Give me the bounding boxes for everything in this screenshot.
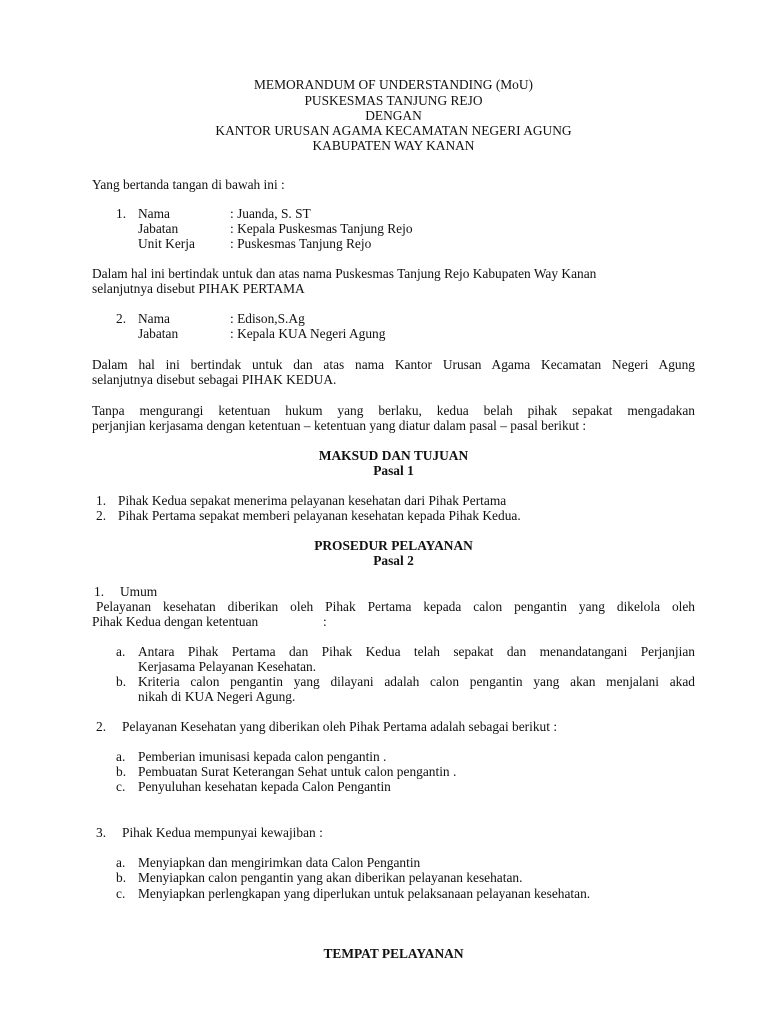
s2p1-b-line1: Kriteria calon pengantin yang dilayani adalah calon pengantin yang akan menjalani akad <box>138 674 695 689</box>
party1-label-position: Jabatan <box>138 221 179 236</box>
s2p2-b-text: Pembuatan Surat Keterangan Sehat untuk calon pengantin . <box>138 764 457 779</box>
s2p1-a-mark: a. <box>116 644 126 659</box>
party2-value-position: : Kepala KUA Negeri Agung <box>230 326 386 341</box>
party2-desc-line1: Dalam hal ini bertindak untuk dan atas nama Kantor Urusan Agama Kecamatan Negeri Agung <box>92 357 695 372</box>
party1-value-unit: : Puskesmas Tanjung Rejo <box>230 236 372 251</box>
agreement-line2: perjanjian kerjasama dengan ketentuan – ketentuan yang diatur dalam pasal – pasal berikut : <box>92 418 587 433</box>
section2-title: PROSEDUR PELAYANAN <box>314 538 473 553</box>
s2p1-line2: Pihak Kedua dengan ketentuan <box>92 614 259 629</box>
s2p2-b-mark: b. <box>116 764 127 779</box>
party1-value-name: : Juanda, S. ST <box>230 206 311 221</box>
party1-desc-line2: selanjutnya disebut PIHAK PERTAMA <box>92 281 305 296</box>
s2p1-line1: Pelayanan kesehatan diberikan oleh Pihak Pertama kepada calon pengantin yang dikelola oleh <box>96 599 695 614</box>
party2-label-name: Nama <box>138 311 170 326</box>
section2-pasal: Pasal 2 <box>373 553 414 568</box>
intro-text: Yang bertanda tangan di bawah ini : <box>92 177 285 192</box>
s2p1-a-line2: Kerjasama Pelayanan Kesehatan. <box>138 659 317 674</box>
party2-number: 2. <box>116 311 127 326</box>
s2p2-a-mark: a. <box>116 749 126 764</box>
section1-item1-text: Pihak Kedua sepakat menerima pelayanan kesehatan dari Pihak Pertama <box>118 493 507 508</box>
s2p2-c-text: Penyuluhan kesehatan kepada Calon Pengantin <box>138 779 391 794</box>
s2p1-b-line2: nikah di KUA Negeri Agung. <box>138 689 296 704</box>
party1-label-unit: Unit Kerja <box>138 236 195 251</box>
s2p2-text: Pelayanan Kesehatan yang diberikan oleh Pihak Pertama adalah sebagai berikut : <box>122 719 558 734</box>
s2p3-b-text: Menyiapkan calon pengantin yang akan diberikan pelayanan kesehatan. <box>138 870 523 885</box>
s2p3-text: Pihak Kedua mempunyai kewajiban : <box>122 825 323 840</box>
doc-party-second: KANTOR URUSAN AGAMA KECAMATAN NEGERI AGUNG <box>215 123 572 138</box>
doc-connector: DENGAN <box>365 108 422 123</box>
party1-value-position: : Kepala Puskesmas Tanjung Rejo <box>230 221 413 236</box>
s2p3-c-text: Menyiapkan perlengkapan yang diperlukan untuk pelaksanaan pelayanan kesehatan. <box>138 886 591 901</box>
section1-pasal: Pasal 1 <box>373 463 414 478</box>
s2p1-colon: : <box>323 614 327 629</box>
section1-item2-text: Pihak Pertama sepakat memberi pelayanan kesehatan kepada Pihak Kedua. <box>118 508 521 523</box>
s2p2-c-mark: c. <box>116 779 126 794</box>
party1-number: 1. <box>116 206 127 221</box>
doc-regency: KABUPATEN WAY KANAN <box>312 138 475 153</box>
doc-title: MEMORANDUM OF UNDERSTANDING (MoU) <box>253 77 534 92</box>
s2p1-a-line1: Antara Pihak Pertama dan Pihak Kedua telah sepakat dan menandatangani Perjanjian <box>138 644 695 659</box>
section1-item2-number: 2. <box>96 508 107 523</box>
party2-label-position: Jabatan <box>138 326 179 341</box>
party2-desc-line2: selanjutnya disebut sebagai PIHAK KEDUA. <box>92 372 337 387</box>
doc-party-first: PUSKESMAS TANJUNG REJO <box>304 93 483 108</box>
s2p2-a-text: Pemberian imunisasi kepada calon pengantin . <box>138 749 387 764</box>
section3-title: TEMPAT PELAYANAN <box>323 946 464 961</box>
s2p3-c-mark: c. <box>116 886 126 901</box>
s2p1-heading: Umum <box>120 584 158 599</box>
party1-desc-line1: Dalam hal ini bertindak untuk dan atas nama Puskesmas Tanjung Rejo Kabupaten Way Kanan <box>92 266 597 281</box>
s2p3-number: 3. <box>96 825 107 840</box>
s2p1-number: 1. <box>94 584 105 599</box>
party1-label-name: Nama <box>138 206 170 221</box>
section1-title: MAKSUD DAN TUJUAN <box>318 448 469 463</box>
s2p3-b-mark: b. <box>116 870 127 885</box>
s2p2-number: 2. <box>96 719 107 734</box>
s2p3-a-mark: a. <box>116 855 126 870</box>
agreement-line1: Tanpa mengurangi ketentuan hukum yang berlaku, kedua belah pihak sepakat mengadakan <box>92 403 695 418</box>
party2-value-name: : Edison,S.Ag <box>230 311 305 326</box>
s2p3-a-text: Menyiapkan dan mengirimkan data Calon Pengantin <box>138 855 421 870</box>
section1-item1-number: 1. <box>96 493 107 508</box>
s2p1-b-mark: b. <box>116 674 127 689</box>
